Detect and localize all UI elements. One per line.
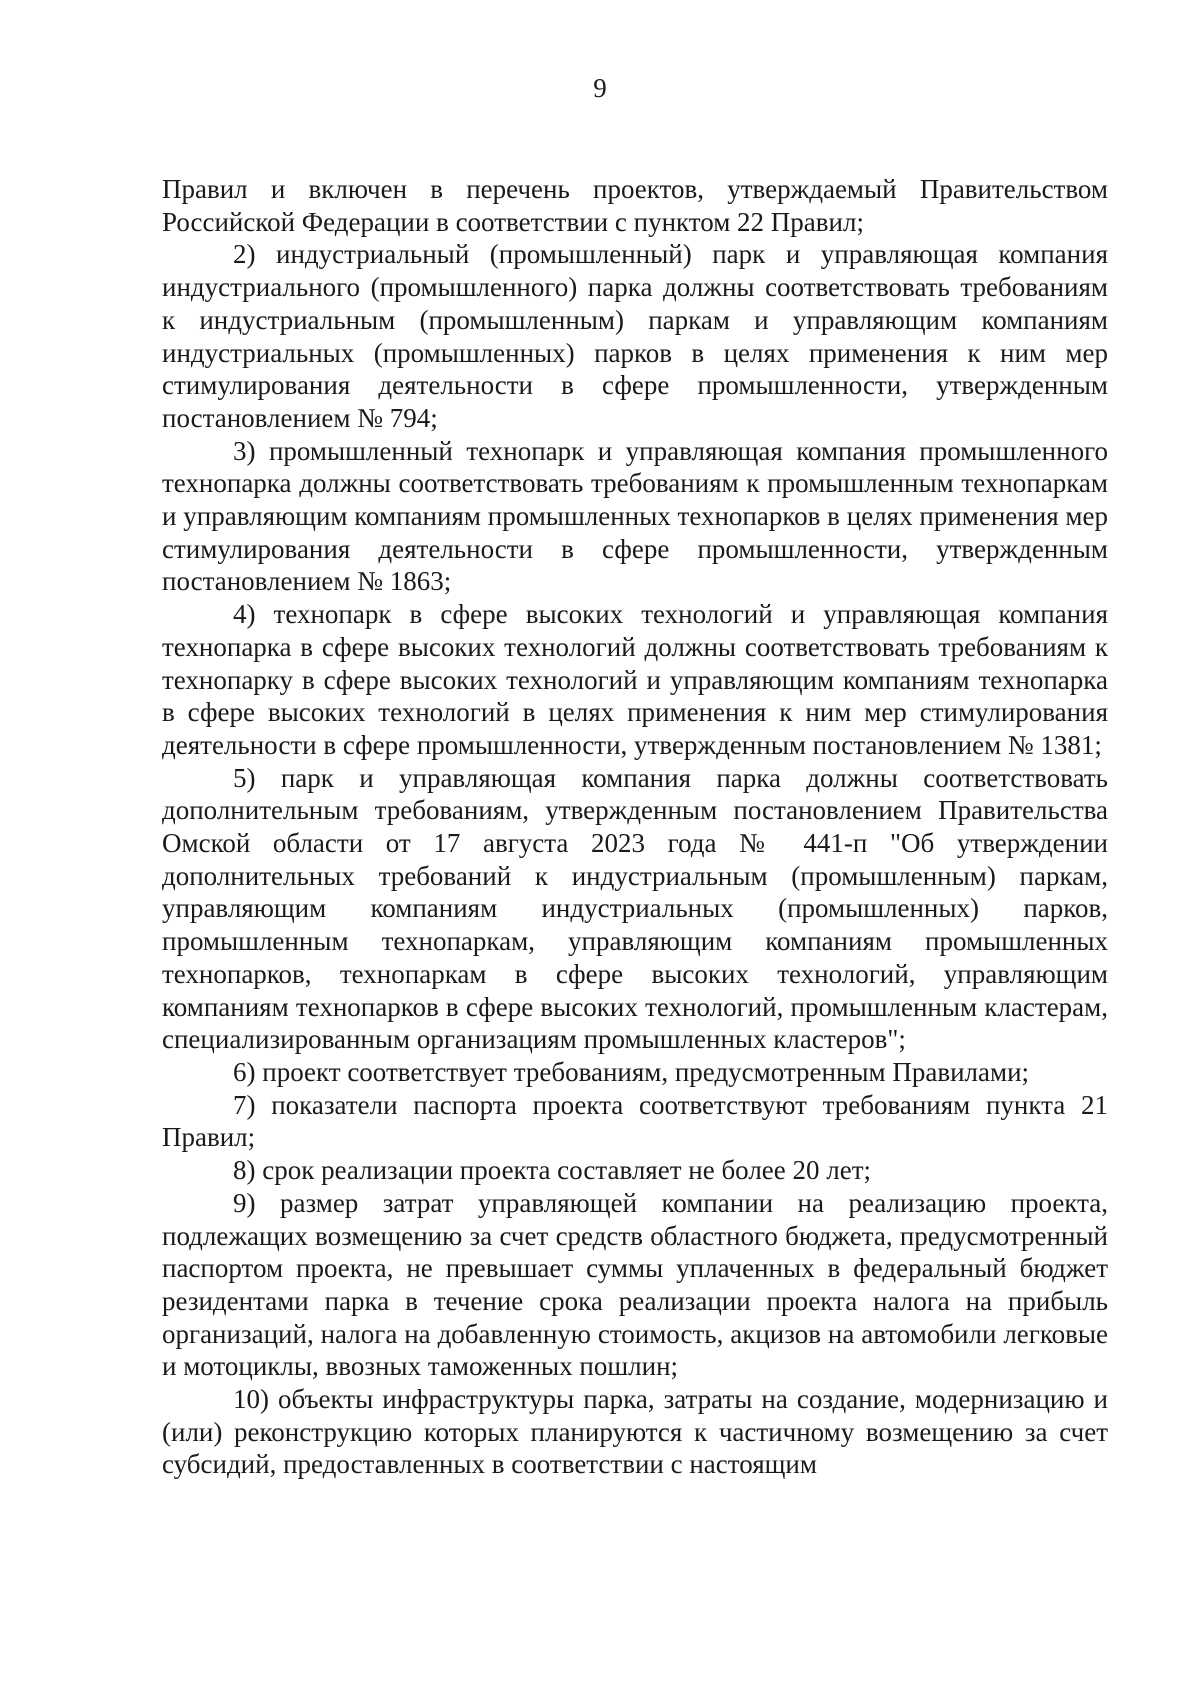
list-item-2: 2) индустриальный (промышленный) парк и управляющая компания индустриального (промышленного) парка должны соответствовать требованиям к индустриальным (промышленным) паркам и управляющим компаниям индустриальных (промышленных) парков в целях применения к ним мер стимулирования деятельности в сфере промышленности, утвержденным постановлением № 794;	[162, 239, 1108, 433]
list-item-9: 9) размер затрат управляющей компании на реализацию проекта, подлежащих возмещению за счет средств областного бюджета, предусмотренный паспортом проекта, не превышает суммы уплаченных в федеральный бюджет резидентами парка в течение срока реализации проекта налога на прибыль организаций, налога на добавленную стоимость, акцизов на автомобили легковые и мотоциклы, ввозных таможенных пошлин;	[162, 1187, 1108, 1382]
list-item-7: 7) показатели паспорта проекта соответствуют требованиям пункта 21 Правил;	[162, 1089, 1108, 1153]
paragraph-continuation: Правил и включен в перечень проектов, утверждаемый Правительством Российской Федерации в соответствии с пунктом 22 Правил;	[162, 174, 1108, 237]
list-item-8: 8) срок реализации проекта составляет не более 20 лет;	[233, 1155, 872, 1186]
list-item-3: 3) промышленный технопарк и управляющая компания промышленного технопарка должны соответствовать требованиям к промышленным технопаркам и управляющим компаниям промышленных технопарков в целях применения мер стимулирования деятельности в сфере промышленности, утвержденным постановлением № 1863;	[162, 435, 1108, 597]
list-item-6: 6) проект соответствует требованиям, предусмотренным Правилами;	[233, 1056, 1030, 1087]
page-number: 9	[593, 73, 607, 103]
list-item-10: 10) объекты инфраструктуры парка, затраты на создание, модернизацию и (или) реконструкцию которых планируются к частичному возмещению за счет субсидий, предоставленных в соответствии с настоящим	[162, 1384, 1108, 1480]
list-item-5: 5) парк и управляющая компания парка должны соответствовать дополнительным требованиям, утвержденным постановлением Правительства Омской области от 17 августа 2023 года № 441-п "Об утверждении дополнительных требований к индустриальным (промышленным) паркам, управляющим компаниям индустриальных (промышленных) парков, промышленным технопаркам, управляющим компаниям промышленных технопарков, технопаркам в сфере высоких технологий, управляющим компаниям технопарков в сфере высоких технологий, промышленным кластерам, специализированным организациям промышленных кластеров";	[162, 762, 1108, 1055]
document-body	[162, 173, 1108, 1481]
list-item-4: 4) технопарк в сфере высоких технологий и управляющая компания технопарка в сфере высоких технологий должны соответствовать требованиям к технопарку в сфере высоких технологий и управляющим компаниям технопарка в сфере высоких технологий в целях применения к ним мер стимулирования деятельности в сфере промышленности, утвержденным постановлением № 1381;	[162, 599, 1108, 760]
